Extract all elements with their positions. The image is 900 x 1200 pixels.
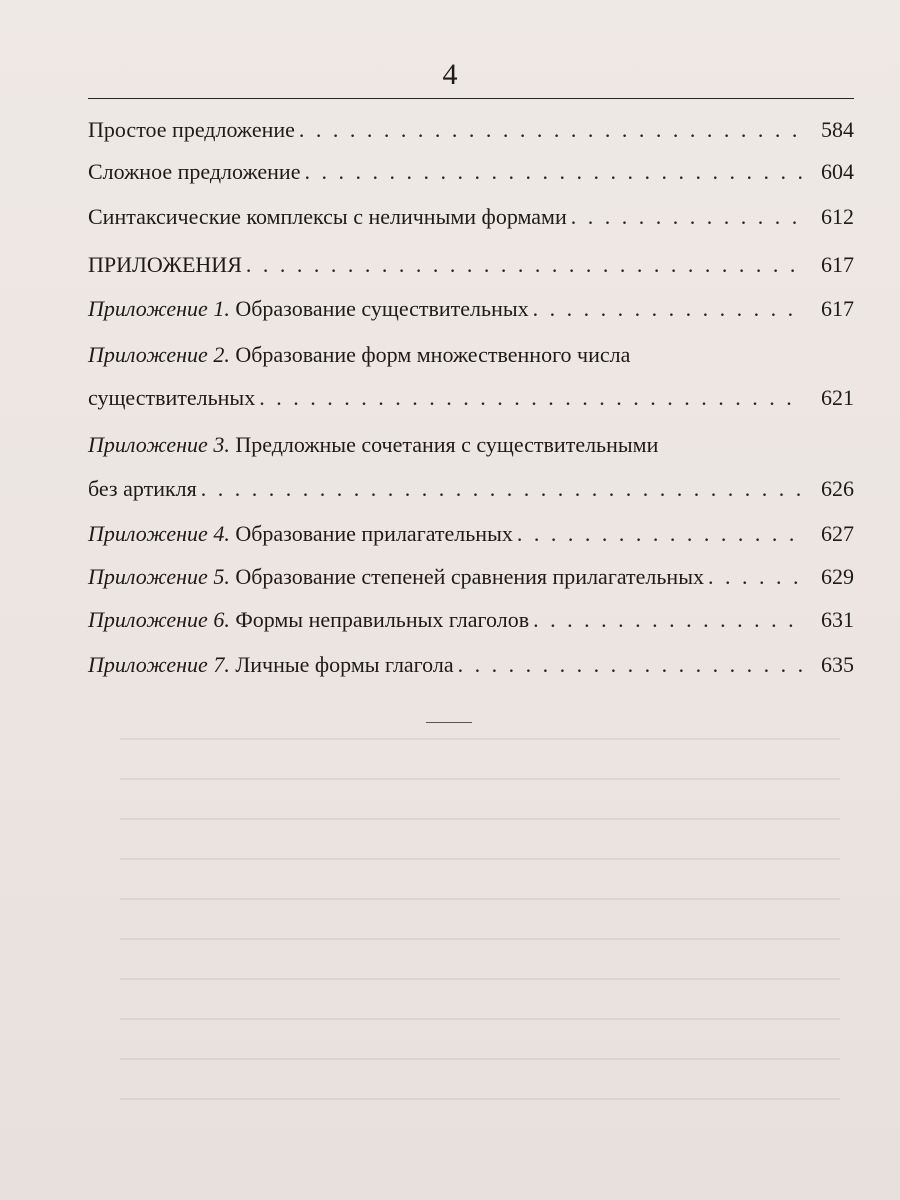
dot-leader <box>571 203 804 231</box>
toc-entry-page: 617 <box>821 252 854 277</box>
toc-entry-prefix: Приложение 6. <box>88 607 230 632</box>
toc-entry-appendix-3[interactable] <box>88 431 854 459</box>
toc-entry-title: Личные формы глагола <box>235 652 454 677</box>
end-rule <box>426 722 472 723</box>
toc-entry-title: Простое предложение <box>88 117 295 142</box>
toc-entry-page: 584 <box>821 117 854 142</box>
toc-entry-appendices[interactable] <box>88 251 854 279</box>
dot-leader <box>458 651 804 679</box>
toc-entry-prefix: Приложение 3. <box>88 432 230 457</box>
dot-leader <box>201 475 804 503</box>
toc-entry-appendix-2-cont[interactable] <box>88 384 854 412</box>
toc-entry-page: 635 <box>821 652 854 677</box>
toc-entry-simple-sentence[interactable] <box>88 116 854 144</box>
toc-entry-page: 629 <box>821 564 854 589</box>
dot-leader <box>304 158 804 186</box>
toc-entry-appendix-2[interactable] <box>88 341 854 369</box>
toc-entry-title: Образование степеней сравнения прилагательных <box>235 564 704 589</box>
dot-leader <box>246 251 804 279</box>
toc-entry-appendix-7[interactable] <box>88 651 854 679</box>
dot-leader <box>533 606 804 634</box>
show-through-texture <box>120 700 840 1120</box>
dot-leader <box>259 384 804 412</box>
toc-entry-title: ПРИЛОЖЕНИЯ <box>88 252 242 277</box>
dot-leader <box>533 295 804 323</box>
toc-entry-page: 627 <box>821 521 854 546</box>
toc-entry-page: 631 <box>821 607 854 632</box>
toc-entry-page: 617 <box>821 296 854 321</box>
toc-entry-appendix-6[interactable] <box>88 606 854 634</box>
toc-entry-title: Образование прилагательных <box>235 521 513 546</box>
toc-entry-page: 626 <box>821 476 854 501</box>
toc-entry-appendix-3-cont[interactable] <box>88 475 854 503</box>
toc-entry-prefix: Приложение 5. <box>88 564 230 589</box>
toc-entry-title-cont: существительных <box>88 385 256 410</box>
dot-leader <box>708 563 804 591</box>
toc-entry-title: Формы неправильных глаголов <box>235 607 530 632</box>
toc-entry-title: Сложное предложение <box>88 159 301 184</box>
toc-entry-title: Синтаксические комплексы с неличными формами <box>88 204 567 229</box>
toc-entry-prefix: Приложение 7. <box>88 652 230 677</box>
page-number: 4 <box>442 58 458 91</box>
header-rule <box>88 98 854 99</box>
toc-entry-appendix-4[interactable] <box>88 520 854 548</box>
dot-leader <box>517 520 804 548</box>
toc-entry-title: Образование существительных <box>235 296 529 321</box>
toc-entry-syntactic-complexes[interactable] <box>88 203 854 231</box>
toc-entry-appendix-1[interactable] <box>88 295 854 323</box>
toc-entry-page: 621 <box>821 385 854 410</box>
toc-entry-title-cont: без артикля <box>88 476 197 501</box>
toc-entry-page: 612 <box>821 204 854 229</box>
toc-entry-prefix: Приложение 1. <box>88 296 230 321</box>
toc-entry-title: Предложные сочетания с существительными <box>235 432 659 457</box>
toc-entry-page: 604 <box>821 159 854 184</box>
toc-entry-prefix: Приложение 2. <box>88 342 230 367</box>
toc-entry-title: Образование форм множественного числа <box>235 342 631 367</box>
toc-entry-complex-sentence[interactable] <box>88 158 854 186</box>
dot-leader <box>299 116 804 144</box>
toc-entry-appendix-5[interactable] <box>88 563 854 591</box>
toc-entry-prefix: Приложение 4. <box>88 521 230 546</box>
